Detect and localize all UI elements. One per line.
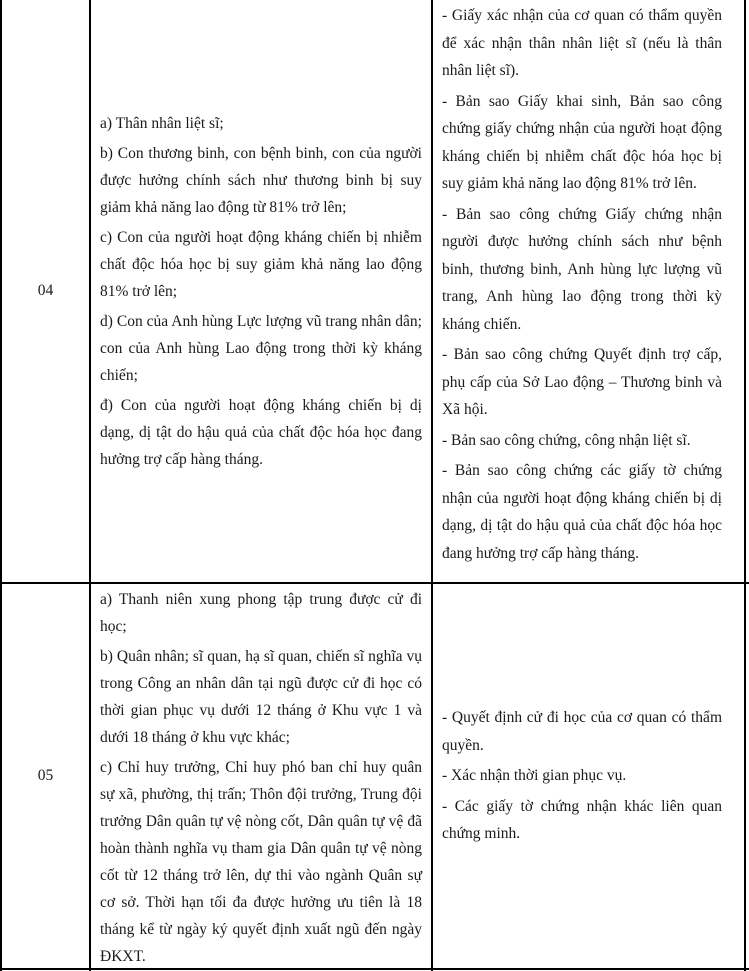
subject-item: d) Con của Anh hùng Lực lượng vũ trang nhân dân; con của Anh hùng Lao động trong thời kỳ kháng chiến; <box>100 312 422 384</box>
document-item: - Bản sao công chứng Giấy chứng nhận người được hưởng chính sách như bệnh binh, thương binh, Anh hùng lực lượng vũ trang, Anh hùng lao động trong thời kỳ kháng chiến. <box>442 205 722 333</box>
subject-cell <box>91 586 431 968</box>
subject-item: a) Thanh niên xung phong tập trung được cử đi học; <box>100 591 422 635</box>
document-item: - Quyết định cử đi học của cơ quan có thẩm quyền. <box>442 709 722 754</box>
document-item: - Bản sao công chứng các giấy tờ chứng nhận của người hoạt động kháng chiến bị dị dạng, dị tật do hậu quả của chất độc hóa học đang hưởng trợ cấp hàng tháng. <box>442 462 722 562</box>
document-cell <box>433 2 744 582</box>
row-number: 04 <box>37 282 54 299</box>
subject-item: a) Thân nhân liệt sĩ; <box>100 114 224 132</box>
row-number: 05 <box>37 767 54 784</box>
subject-item: b) Con thương binh, con bệnh binh, con của người được hưởng chính sách như thương binh bị suy giảm khả năng lao động từ 81% trở lên; <box>100 144 422 216</box>
document-item: - Bản sao Giấy khai sinh, Bản sao công chứng giấy chứng nhận của người hoạt động kháng chiến bị nhiễm chất độc hóa học bị suy giảm khả năng lao động 81% trở lên. <box>442 92 722 192</box>
document-item: - Bản sao công chứng Quyết định trợ cấp, phụ cấp của Sở Lao động – Thương binh và Xã hội. <box>442 346 722 418</box>
subject-cell <box>91 0 431 582</box>
subject-item: c) Chỉ huy trưởng, Chỉ huy phó ban chỉ huy quân sự xã, phường, thị trấn; Thôn đội trưởng, Trung đội trưởng Dân quân tự vệ nòng cốt, Dân quân tự vệ đã hoàn thành nghĩa vụ tham gia Dân quân tự vệ nòng cốt từ 12 tháng trở lên, dự thi vào ngành Quân sự cơ sở. Thời hạn tối đa được hưởng ưu tiên là 18 tháng kể từ ngày ký quyết định xuất ngũ đến ngày ĐKXT. <box>100 759 422 965</box>
subject-item: c) Con của người hoạt động kháng chiến bị nhiễm chất độc hóa học bị suy giảm khả năng lao động 81% trở lên; <box>100 228 422 300</box>
subject-item: đ) Con của người hoạt động kháng chiến bị dị dạng, dị tật do hậu quả của chất độc hóa học đang hưởng trợ cấp hàng tháng. <box>100 396 422 468</box>
table-border-right <box>744 0 746 971</box>
document-item: - Các giấy tờ chứng nhận khác liên quan chứng minh. <box>442 797 722 843</box>
document-item: - Xác nhận thời gian phục vụ. <box>442 767 627 785</box>
document-item: - Giấy xác nhận của cơ quan có thẩm quyền để xác nhận thân nhân liệt sĩ (nếu là thân nhân liệt sĩ). <box>442 7 722 79</box>
document-item: - Bản sao công chứng, công nhận liệt sĩ. <box>442 431 691 449</box>
document-cell <box>433 584 744 968</box>
subject-item: b) Quân nhân; sĩ quan, hạ sĩ quan, chiến sĩ nghĩa vụ trong Công an nhân dân tại ngũ được cử đi học có thời gian phục vụ dưới 12 tháng ở Khu vực 1 và dưới 18 tháng ở khu vực khác; <box>100 648 422 746</box>
